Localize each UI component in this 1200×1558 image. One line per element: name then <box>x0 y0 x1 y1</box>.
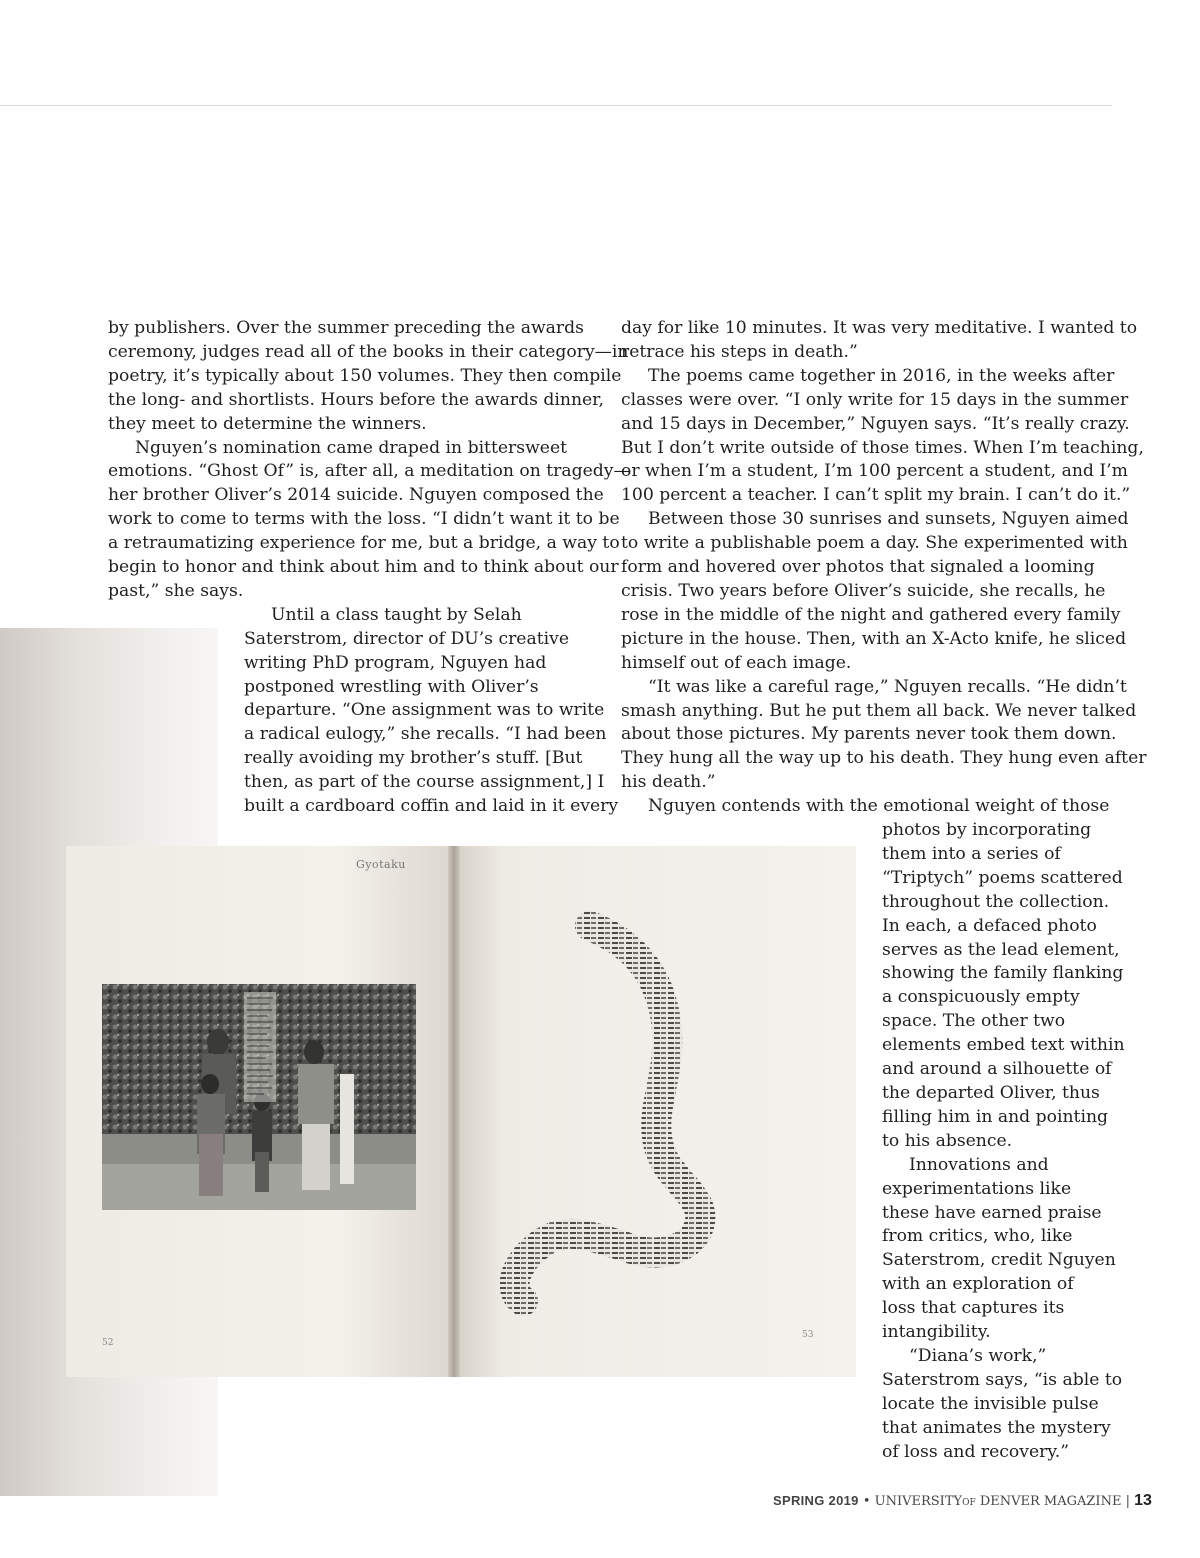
text-line: emotions. “Ghost Of” is, after all, a meditation on tragedy— <box>108 461 631 482</box>
column-1-para-3 <box>244 604 618 819</box>
text-line: the departed Oliver, thus <box>882 1082 1100 1103</box>
text-line: loss that captures its <box>882 1298 1065 1319</box>
family-photo <box>102 984 416 1210</box>
text-line: them into a series of <box>882 843 1061 864</box>
text-line: experimentations like <box>882 1178 1072 1199</box>
footer-university: UNIVERSITY <box>874 1494 963 1509</box>
text-line: past,” she says. <box>108 580 244 601</box>
text-line: “Triptych” poems scattered <box>882 867 1123 888</box>
book-left-page-number: 52 <box>102 1338 114 1348</box>
text-line: picture in the house. Then, with an X-Acto knife, he sliced <box>621 628 1127 649</box>
text-line: to his absence. <box>882 1130 1013 1151</box>
text-line: begin to honor and think about him and to think about our <box>108 557 619 578</box>
text-line: “Diana’s work,” <box>909 1345 1047 1366</box>
text-line: Nguyen contends with the emotional weight of those <box>648 796 1110 817</box>
text-line: Innovations and <box>909 1154 1049 1175</box>
text-line: Saterstrom says, “is able to <box>882 1369 1123 1390</box>
text-line: Nguyen’s nomination came draped in bittersweet <box>135 437 568 458</box>
text-line: postponed wrestling with Oliver’s <box>244 676 539 697</box>
text-line: form and hovered over photos that signaled a looming <box>621 557 1095 578</box>
footer-bullet: • <box>862 1494 871 1509</box>
top-rule <box>0 105 1112 106</box>
text-line: that animates the mystery <box>882 1417 1111 1438</box>
text-line: his death.” <box>621 772 716 793</box>
column-1-para-1 <box>108 317 628 437</box>
text-line: Saterstrom, director of DU’s creative <box>244 628 570 649</box>
text-line: really avoiding my brother’s stuff. [But <box>244 748 583 769</box>
text-line: retrace his steps in death.” <box>621 341 858 362</box>
text-line: to write a publishable poem a day. She experimented with <box>621 533 1128 554</box>
text-line: poetry, it’s typically about 150 volumes. They then compile <box>108 365 622 386</box>
page-footer <box>773 1492 1152 1510</box>
text-line: crisis. Two years before Oliver’s suicide, she recalls, he <box>621 580 1106 601</box>
text-line: then, as part of the course assignment,] I <box>244 772 605 793</box>
text-line: or when I’m a student, I’m 100 percent a student, and I’m <box>621 461 1128 482</box>
text-line: photos by incorporating <box>882 820 1092 840</box>
text-line: of loss and recovery.” <box>882 1441 1070 1462</box>
text-line: 100 percent a teacher. I can’t split my brain. I can’t do it.” <box>621 485 1131 506</box>
text-line: In each, a defaced photo <box>882 915 1097 936</box>
text-line: and around a silhouette of <box>882 1059 1112 1080</box>
text-line: Saterstrom, credit Nguyen <box>882 1250 1116 1271</box>
text-line: filling him in and pointing <box>882 1106 1109 1127</box>
text-line: a conspicuously empty <box>882 987 1080 1008</box>
family-photo-image <box>102 984 416 1210</box>
text-line: ceremony, judges read all of the books in their category—in <box>108 341 629 362</box>
text-line: departure. “One assignment was to write <box>244 700 605 721</box>
text-line: space. The other two <box>882 1011 1066 1032</box>
column-1-para-2 <box>108 437 631 604</box>
footer-magazine: DENVER MAGAZINE <box>979 1494 1122 1509</box>
text-line: intangibility. <box>882 1322 991 1343</box>
text-line: from critics, who, like <box>882 1226 1073 1247</box>
text-line: they meet to determine the winners. <box>108 413 427 434</box>
footer-bar: | <box>1125 1494 1130 1509</box>
open-book-photo <box>66 846 856 1377</box>
text-line: a retraumatizing experience for me, but a bridge, a way to <box>108 533 620 554</box>
text-line: classes were over. “I only write for 15 days in the summer <box>621 389 1129 410</box>
text-line: elements embed text within <box>882 1035 1125 1056</box>
text-line: by publishers. Over the summer preceding the awards <box>108 318 584 338</box>
text-line: locate the invisible pulse <box>882 1393 1099 1414</box>
text-line: built a cardboard coffin and laid in it every <box>244 796 619 817</box>
footer-page-number: 13 <box>1134 1492 1152 1509</box>
text-line: Between those 30 sunrises and sunsets, Nguyen aimed <box>648 509 1129 530</box>
text-line: rose in the middle of the night and gathered every family <box>621 604 1121 625</box>
text-line: serves as the lead element, <box>882 939 1120 960</box>
text-line: and 15 days in December,” Nguyen says. “It’s really crazy. <box>621 413 1130 434</box>
text-line: about those pictures. My parents never took them down. <box>621 724 1117 745</box>
text-line: the long- and shortlists. Hours before the awards dinner, <box>108 389 604 410</box>
column-3 <box>882 819 1125 1464</box>
text-line: The poems came together in 2016, in the weeks after <box>648 365 1115 386</box>
text-line: “It was like a careful rage,” Nguyen recalls. “He didn’t <box>648 676 1127 697</box>
text-line: with an exploration of <box>882 1274 1074 1295</box>
column-2 <box>621 317 1146 819</box>
text-line: her brother Oliver’s 2014 suicide. Nguyen composed the <box>108 485 604 506</box>
text-line: work to come to terms with the loss. “I didn’t want it to be <box>108 509 620 530</box>
text-line: They hung all the way up to his death. They hung even after <box>621 748 1147 769</box>
footer-of: OF <box>962 1498 976 1508</box>
footer-season: SPRING 2019 <box>773 1493 859 1508</box>
book-right-page-number: 53 <box>802 1330 814 1340</box>
text-line: Until a class taught by Selah <box>271 604 522 625</box>
text-line: But I don’t write outside of those times. When I’m teaching, <box>621 437 1144 458</box>
text-line: day for like 10 minutes. It was very meditative. I wanted to <box>621 318 1138 338</box>
text-line: these have earned praise <box>882 1202 1102 1223</box>
text-line: writing PhD program, Nguyen had <box>244 652 547 673</box>
text-line: smash anything. But he put them all back. We never talked <box>621 700 1137 721</box>
text-line: throughout the collection. <box>882 891 1110 912</box>
text-line: himself out of each image. <box>621 652 852 673</box>
text-line: a radical eulogy,” she recalls. “I had been <box>244 724 607 745</box>
text-silhouette <box>458 846 856 1377</box>
book-running-title: Gyotaku <box>356 858 406 871</box>
text-line: showing the family flanking <box>882 963 1124 984</box>
